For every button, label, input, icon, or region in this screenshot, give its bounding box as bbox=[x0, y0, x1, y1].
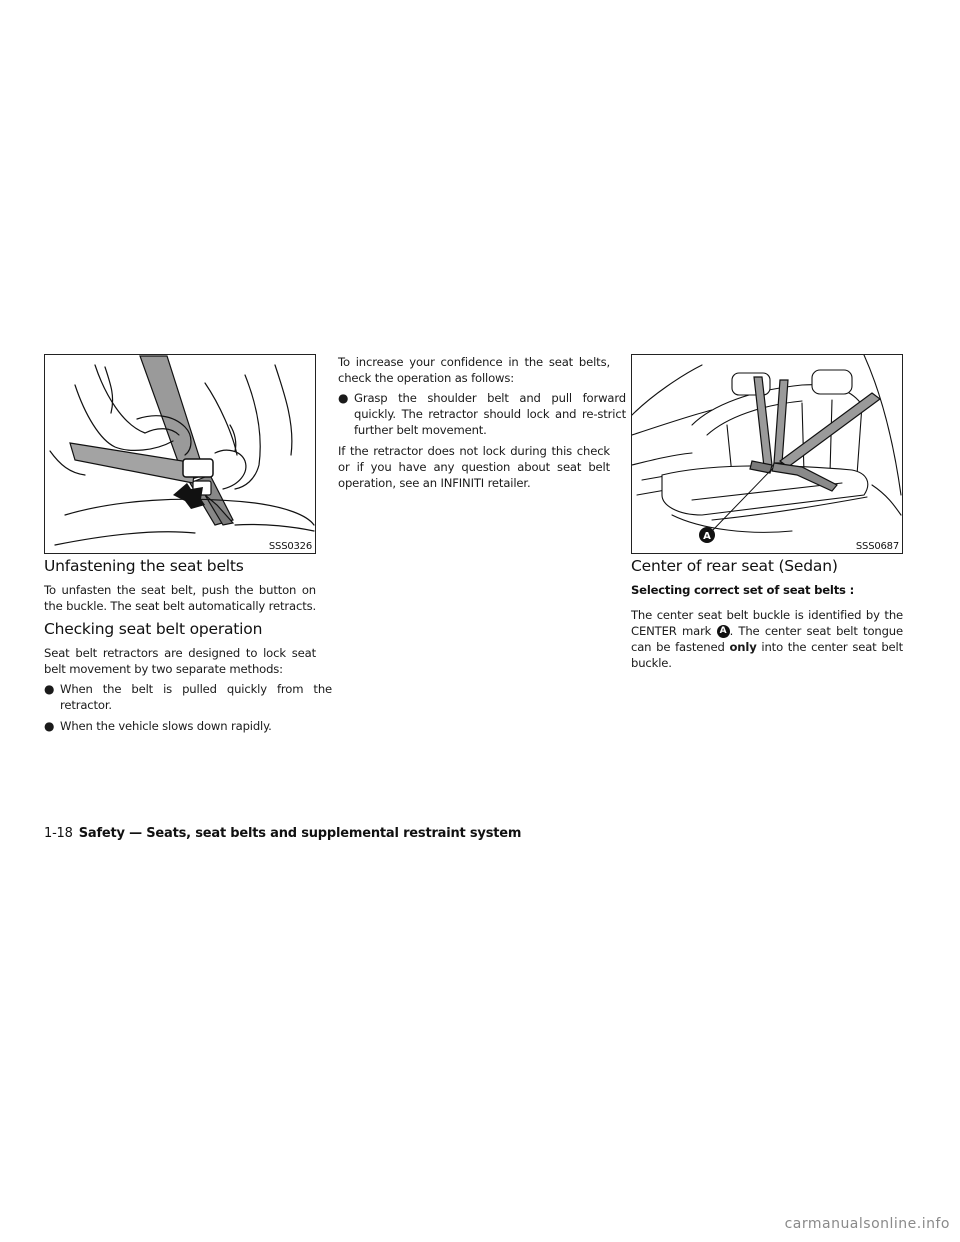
watermark-link[interactable]: carmanualsonline.info bbox=[784, 1216, 950, 1232]
callout-a-label: A bbox=[703, 531, 711, 542]
callout-a-icon: A bbox=[717, 625, 730, 638]
para-retractor-check: If the retractor does not lock during this check or if you have any question about seat belt operation, see an INFINITI retailer. bbox=[338, 444, 610, 490]
page-number: 1-18 bbox=[44, 826, 73, 841]
para-unfastening: To unfasten the seat belt, push the button on the buckle. The seat belt automatically retracts. bbox=[44, 583, 317, 613]
subheading-selecting-belts: Selecting correct set of seat belts : bbox=[631, 583, 855, 597]
para-text: . The center seat belt tongue can be fastened bbox=[631, 624, 903, 654]
para-checking: Seat belt retractors are designed to lock seat belt movement by two separate methods: bbox=[44, 646, 316, 676]
para-text: into the center seat belt buckle. bbox=[631, 640, 903, 670]
list-item bbox=[338, 390, 626, 438]
bullet-icon: ● bbox=[44, 682, 55, 696]
bullet-icon: ● bbox=[338, 391, 349, 405]
list-item bbox=[44, 718, 332, 734]
figure-unfasten-seat-belt bbox=[44, 354, 316, 554]
heading-checking: Checking seat belt operation bbox=[44, 620, 263, 638]
bullet-text: Grasp the shoulder belt and pull forward quickly. The retractor should lock and re-strict further belt movement. bbox=[354, 391, 626, 437]
para-increase-confidence: To increase your confidence in the seat belts, check the operation as follows: bbox=[338, 355, 610, 385]
bullet-text: When the belt is pulled quickly from the retractor. bbox=[60, 682, 332, 712]
figure-code: SSS0687 bbox=[855, 541, 899, 552]
unfasten-illustration bbox=[45, 355, 315, 553]
page-footer bbox=[44, 826, 521, 841]
figure-code: SSS0326 bbox=[268, 541, 312, 552]
para-text: The center seat belt buckle is identified by the CENTER mark bbox=[631, 608, 903, 638]
list-item bbox=[44, 681, 332, 713]
emphasis-only: only bbox=[729, 640, 757, 654]
heading-center-rear-seat: Center of rear seat (Sedan) bbox=[631, 557, 838, 575]
para-center-buckle bbox=[631, 607, 903, 671]
bullet-text: When the vehicle slows down rapidly. bbox=[60, 719, 272, 733]
figure-rear-seat-center bbox=[631, 354, 903, 554]
section-title: Safety — Seats, seat belts and supplemental restraint system bbox=[78, 826, 522, 841]
heading-unfastening: Unfastening the seat belts bbox=[44, 557, 244, 575]
bullet-icon: ● bbox=[44, 719, 55, 733]
rear-seat-illustration bbox=[632, 355, 902, 553]
